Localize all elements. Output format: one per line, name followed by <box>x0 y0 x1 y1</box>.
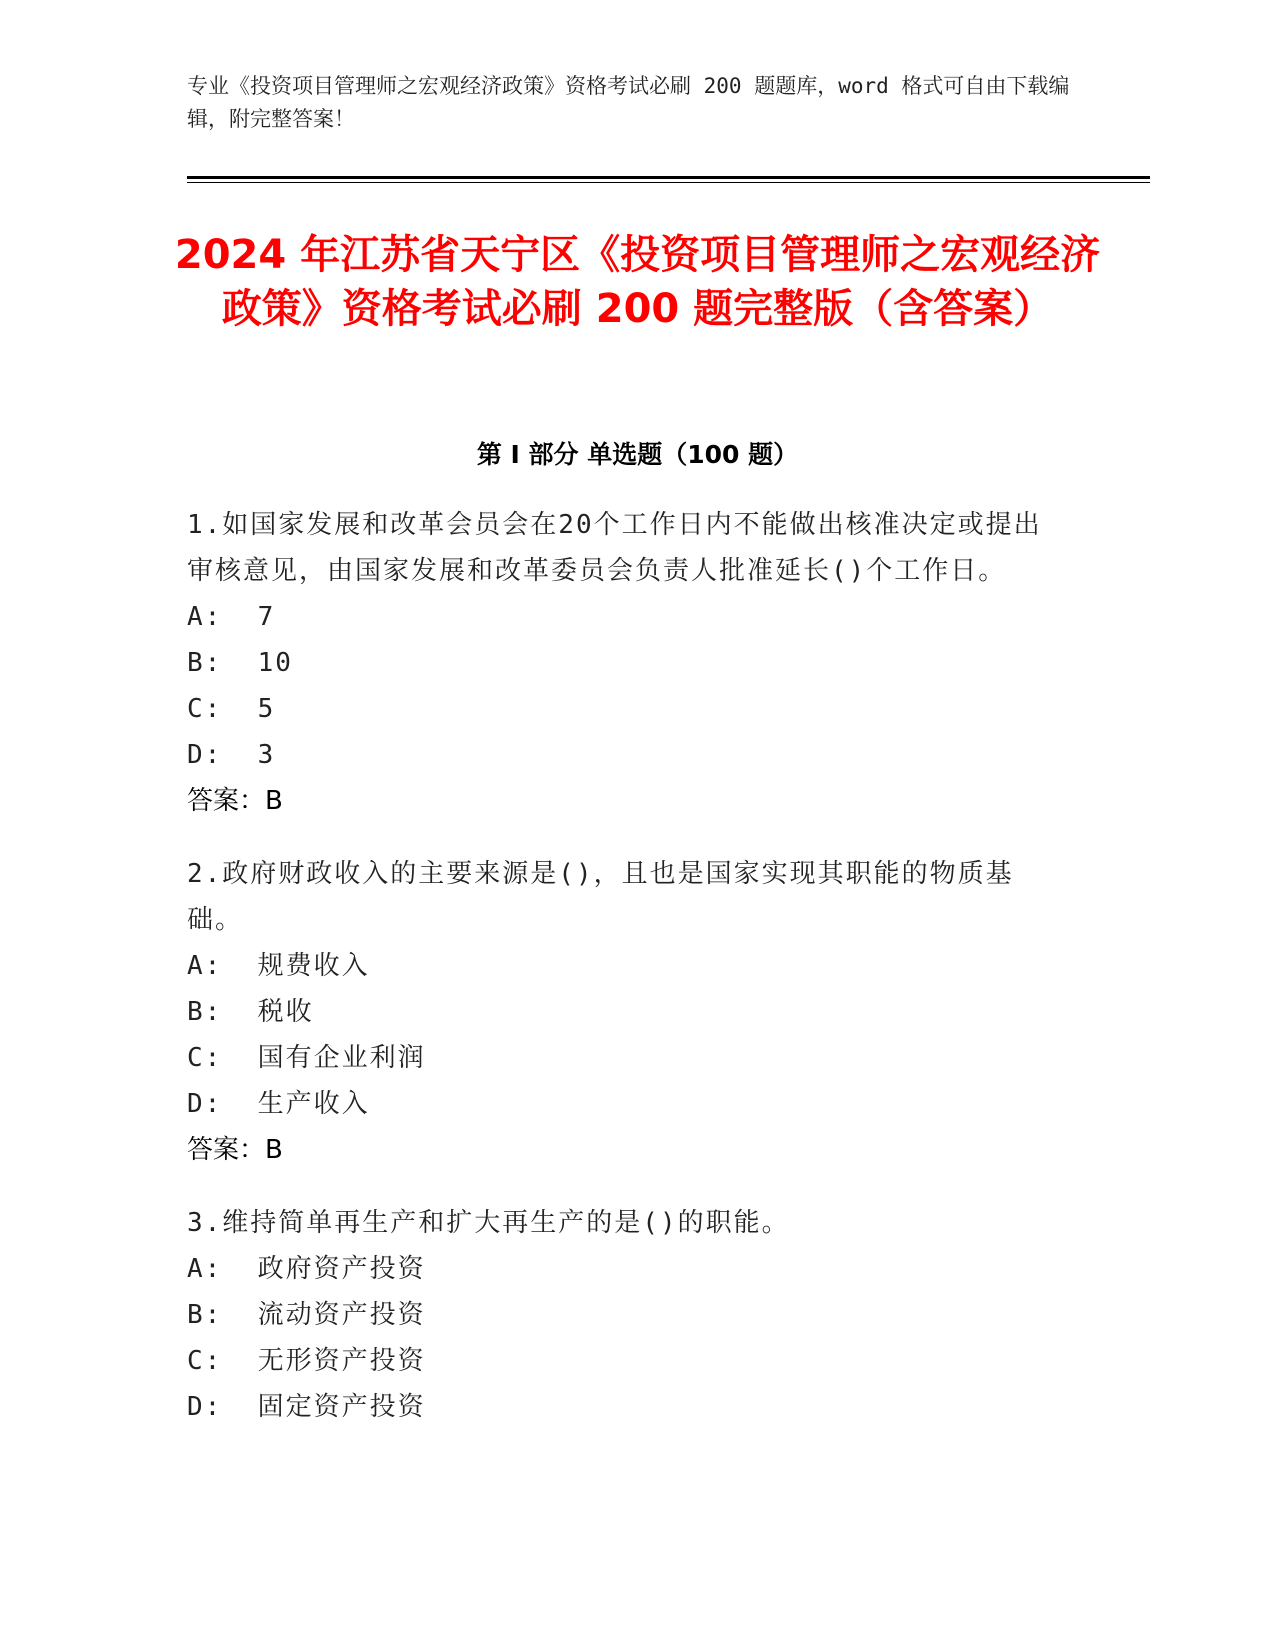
option-d: D: 3 <box>187 740 276 770</box>
option-c: C: 5 <box>187 694 276 724</box>
option-a: A: 7 <box>187 602 276 632</box>
document-title: 2024 年江苏省天宁区《投资项目管理师之宏观经济政策》资格考试必刷 200 题完整版（含答案） <box>174 232 1101 332</box>
question-1 <box>187 502 1067 824</box>
option-c: C: 国有企业利润 <box>187 1043 426 1073</box>
option-d: D: 固定资产投资 <box>187 1392 426 1422</box>
option-a: A: 政府资产投资 <box>187 1254 426 1284</box>
header-rule-thick <box>187 176 1150 179</box>
question-2 <box>187 851 1067 1173</box>
answer-line: 答案：B <box>187 786 283 816</box>
option-d: D: 生产收入 <box>187 1089 370 1119</box>
header-rule-thin <box>187 182 1150 183</box>
document-intro: 专业《投资项目管理师之宏观经济政策》资格考试必刷 200 题题库，word 格式可自由下载编辑，附完整答案！ <box>187 74 1070 131</box>
option-b: B: 税收 <box>187 997 314 1027</box>
option-a: A: 规费收入 <box>187 951 370 981</box>
question-stem: 2.政府财政收入的主要来源是()，且也是国家实现其职能的物质基础。 <box>187 859 1014 935</box>
question-3 <box>187 1200 1067 1430</box>
question-stem: 1.如国家发展和改革会员会在20个工作日内不能做出核准决定或提出审核意见，由国家发展和改革委员会负责人批准延长()个工作日。 <box>187 510 1042 586</box>
answer-line: 答案：B <box>187 1135 283 1165</box>
question-stem: 3.维持简单再生产和扩大再生产的是()的职能。 <box>187 1208 790 1238</box>
section-heading: 第 I 部分 单选题（100 题） <box>476 440 799 469</box>
option-b: B: 流动资产投资 <box>187 1300 426 1330</box>
option-c: C: 无形资产投资 <box>187 1346 426 1376</box>
option-b: B: 10 <box>187 648 293 678</box>
